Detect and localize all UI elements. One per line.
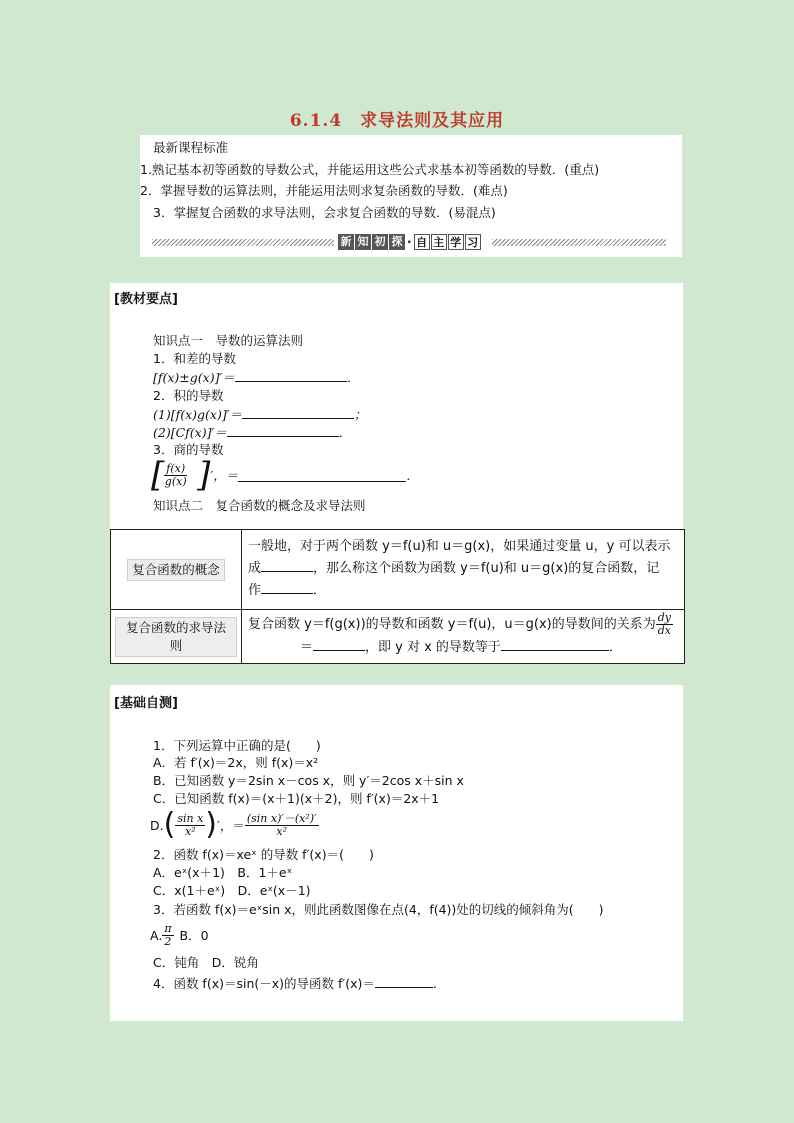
banner-char: 自 <box>414 234 430 250</box>
row-head-rule: 复合函数的求导法则 <box>115 617 237 657</box>
product-rule-lhs-1: (1)[f(x)g(x)]′＝ <box>153 407 243 422</box>
banner-char: 探 <box>389 234 405 250</box>
table-body-cell <box>242 610 685 664</box>
rule-line-2-eq: ＝ <box>300 640 314 655</box>
end-mark: ． <box>338 425 352 440</box>
banner-char: 主 <box>431 234 447 250</box>
question-2: 2．函数 f(x)＝xeˣ 的导数 f′(x)＝( ) <box>153 847 374 862</box>
q1d-left-denominator: x² <box>184 824 196 838</box>
paren-right: ) <box>205 807 217 842</box>
knowledge-point-2: 知识点二 复合函数的概念及求导法则 <box>153 498 366 513</box>
standards-heading: 最新课程标准 <box>153 140 229 155</box>
standard-item-2: 2．掌握导数的运算法则，并能运用法则求复杂函数的导数．(难点) <box>140 183 508 198</box>
table-row <box>111 610 685 664</box>
composite-function-table <box>110 529 685 664</box>
standard-item-1: 1.熟记基本初等函数的导数公式，并能运用这些公式求基本初等函数的导数．(重点) <box>140 162 600 177</box>
quotient-fraction <box>164 463 187 488</box>
section-heading-self-test: [基础自测] <box>114 696 178 711</box>
q1-option-d[interactable] <box>150 807 319 843</box>
answer-blank[interactable] <box>261 558 313 572</box>
paren-left: ( <box>163 807 176 842</box>
product-rule-formula-1 <box>153 405 367 422</box>
answer-blank[interactable] <box>261 580 313 594</box>
quotient-numerator: f(x) <box>166 461 186 475</box>
quotient-rule-title: 3．商的导数 <box>153 442 224 457</box>
rule-line-2-mid: ，即 y 对 x 的导数等于 <box>365 640 501 655</box>
sum-rule-formula <box>153 368 359 385</box>
end-mark: ． <box>406 467 419 483</box>
table-body-cell <box>242 530 685 610</box>
dy-numerator: dy <box>657 611 672 624</box>
banner-char: 初 <box>372 234 388 250</box>
q1-option-c[interactable]: C．已知函数 f(x)＝(x＋1)(x＋2)，则 f′(x)＝2x＋1 <box>153 791 440 806</box>
section-banner <box>152 233 666 251</box>
dx-denominator: dx <box>657 624 671 637</box>
dy-dx-fraction <box>656 612 673 637</box>
table-row <box>111 530 685 610</box>
pi-numerator: π <box>164 921 172 935</box>
concept-line-2-start: 成 <box>248 560 262 576</box>
product-rule-title: 2．积的导数 <box>153 388 224 403</box>
rule-line-2-end: ． <box>608 640 622 655</box>
question-4-text: 4．函数 f(x)＝sin(－x)的导函数 f′(x)＝ <box>153 976 375 991</box>
table-head-cell <box>111 530 242 610</box>
quotient-denominator: g(x) <box>164 474 187 488</box>
page-title: 6.1.4 求导法则及其应用 <box>289 111 505 131</box>
q1-option-b[interactable]: B．已知函数 y＝2sin x－cos x，则 y′＝2cos x＋sin x <box>153 773 464 788</box>
product-rule-formula-2 <box>153 423 351 440</box>
sum-rule-lhs: [f(x)±g(x)]′＝ <box>153 370 235 385</box>
bracket-left: [ <box>151 455 165 495</box>
option-d-label: D. <box>150 817 164 833</box>
banner-label <box>338 233 481 251</box>
pi-over-2-fraction <box>162 923 173 948</box>
q3-options-cd[interactable]: C．钝角 D．锐角 <box>153 955 259 970</box>
answer-blank[interactable] <box>313 637 365 651</box>
rule-line-1-text: 复合函数 y＝f(g(x))的导数和函数 y＝f(u)，u＝g(x)的导数间的关系为 <box>248 616 656 632</box>
question-3: 3．若函数 f(x)＝eˣsin x，则此函数图像在点(4，f(4))处的切线的倾斜角为( ) <box>153 902 604 917</box>
answer-blank[interactable] <box>238 468 406 482</box>
question-1: 1．下列运算中正确的是( ) <box>153 738 321 753</box>
answer-blank[interactable] <box>375 974 433 988</box>
banner-char: 习 <box>465 234 481 250</box>
q2-options-cd[interactable]: C．x(1＋eˣ) D．eˣ(x－1) <box>153 883 311 898</box>
q1d-left-fraction <box>175 813 205 838</box>
answer-blank[interactable] <box>501 637 609 651</box>
answer-blank[interactable] <box>235 368 347 382</box>
concept-line-3-start: 作 <box>248 582 262 598</box>
answer-blank[interactable] <box>227 423 339 437</box>
table-head-cell <box>111 610 242 664</box>
q1d-mid: ′，＝ <box>217 817 245 833</box>
banner-hatch-right <box>492 239 666 246</box>
row-head-concept: 复合函数的概念 <box>127 559 225 581</box>
q3-option-b: B．0 <box>179 927 209 943</box>
banner-hatch-left <box>152 239 334 246</box>
concept-line-1: 一般地，对于两个函数 y＝f(u)和 u＝g(x)，如果通过变量 u，y 可以表示 <box>248 538 671 554</box>
answer-blank[interactable] <box>242 405 354 419</box>
question-4-end: . <box>432 976 437 991</box>
banner-char: 新 <box>338 234 354 250</box>
semicolon-mark: ； <box>354 407 367 422</box>
banner-char: 知 <box>355 234 371 250</box>
banner-dot: · <box>407 235 412 249</box>
q2-options-ab[interactable]: A．eˣ(x＋1) B．1＋eˣ <box>153 865 293 880</box>
option-a-label: A. <box>150 927 163 943</box>
standard-item-3: 3．掌握复合函数的求导法则，会求复合函数的导数．(易混点) <box>153 205 496 220</box>
quotient-rule-lhs-tail: ′，＝ <box>210 467 239 483</box>
quotient-rule-formula <box>151 457 419 493</box>
concept-line-2 <box>248 558 680 580</box>
q1d-right-numerator: (sin x)′－(x²)′ <box>246 811 317 825</box>
bracket-right: ] <box>197 455 211 495</box>
q1d-left-numerator: sin x <box>177 811 204 825</box>
q1d-right-denominator: x² <box>276 824 288 838</box>
concept-line-3 <box>248 580 680 602</box>
rule-line-1 <box>248 612 680 637</box>
section-heading-key-points: [教材要点] <box>114 292 178 307</box>
q1-option-a[interactable]: A．若 f′(x)＝2x，则 f(x)＝x² <box>153 755 319 770</box>
concept-line-2-rest: ，那么称这个函数为函数 y＝f(u)和 u＝g(x)的复合函数，记 <box>313 560 660 576</box>
product-rule-lhs-2: (2)[Cf(x)]′＝ <box>153 425 227 440</box>
question-4 <box>153 974 437 991</box>
banner-char: 学 <box>448 234 464 250</box>
two-denominator: 2 <box>164 934 172 948</box>
concept-line-3-end: ． <box>313 582 327 598</box>
q3-options-ab[interactable] <box>150 918 209 952</box>
end-mark: ． <box>346 370 360 385</box>
q1d-right-fraction <box>245 813 319 838</box>
rule-line-2 <box>248 637 680 659</box>
sum-rule-title: 1．和差的导数 <box>153 351 236 366</box>
knowledge-point-1: 知识点一 导数的运算法则 <box>153 333 304 348</box>
